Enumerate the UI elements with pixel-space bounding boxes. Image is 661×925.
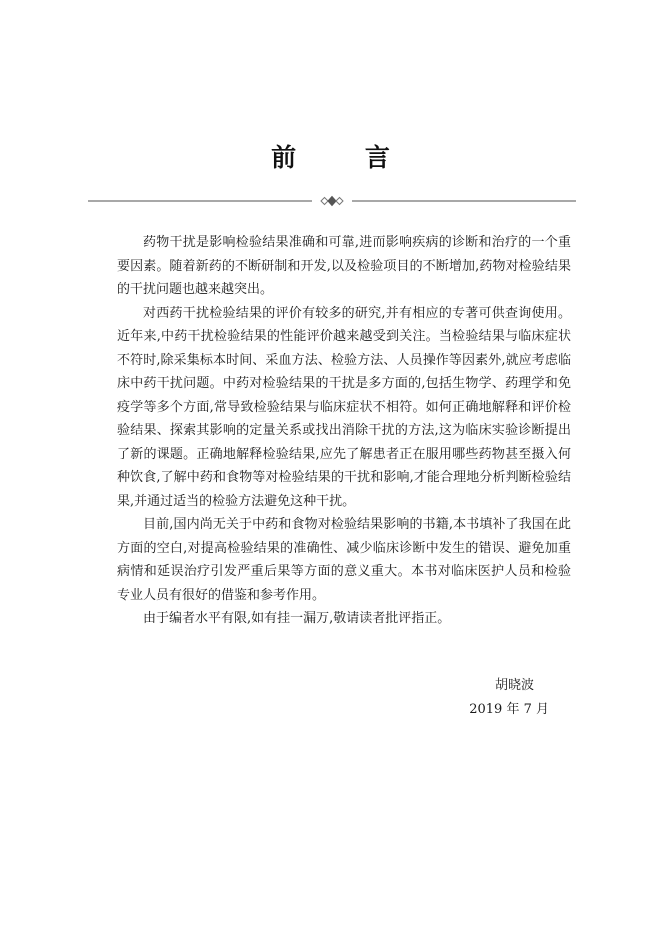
author-name: 胡晓波	[494, 678, 534, 693]
signature-block	[469, 674, 549, 722]
paragraph: 对西药干扰检验结果的评价有较多的研究,并有相应的专著可供查询使用。近年来,中药干扰检验结果的性能评价越来越受到关注。当检验结果与临床症状不符时,除采集标本时间、采血方法、检验方法、人员操作等因素外,就应考虑临床中药干扰问题。中药对检验结果的干扰是多方面的,包括生物学、药理学和免疫学等多个方面,常导致检验结果与临床症状不相符。如何正确地解释和评价检验结果、探索其影响的定量关系或找出消除干扰的方法,这为临床实验诊断提出了新的课题。正确地解释检验结果,应先了解患者正在服用哪些药物甚至摄入何种饮食,了解中药和食物等对检验结果的干扰和影响,才能合理地分析判断检验结果,并通过适当的检验方法避免这种干扰。	[117, 305, 571, 509]
divider-line-right	[352, 200, 576, 202]
paragraph: 目前,国内尚无关于中药和食物对检验结果影响的书籍,本书填补了我国在此方面的空白,对提高检验结果的准确性、减少临床诊断中发生的错误、避免加重病情和延误治疗引发严重后果等方面的意义重大。本书对临床医护人员和检验专业人员有很好的借鉴和参考作用。	[117, 517, 571, 603]
paragraph: 由于编者水平有限,如有挂一漏万,敬请读者批评指正。	[143, 611, 451, 626]
signature-date: 2019 年 7 月	[469, 702, 549, 717]
paragraph: 药物干扰是影响检验结果准确和可靠,进而影响疾病的诊断和治疗的一个重要因素。随着新药的不断研制和开发,以及检验项目的不断增加,药物对检验结果的干扰问题也越来越突出。	[117, 235, 571, 297]
title-divider	[88, 195, 576, 207]
divider-line-left	[88, 200, 312, 202]
preface-body	[117, 231, 571, 631]
diamond-ornament-icon	[320, 195, 344, 207]
page-title: 前 言	[271, 143, 420, 172]
